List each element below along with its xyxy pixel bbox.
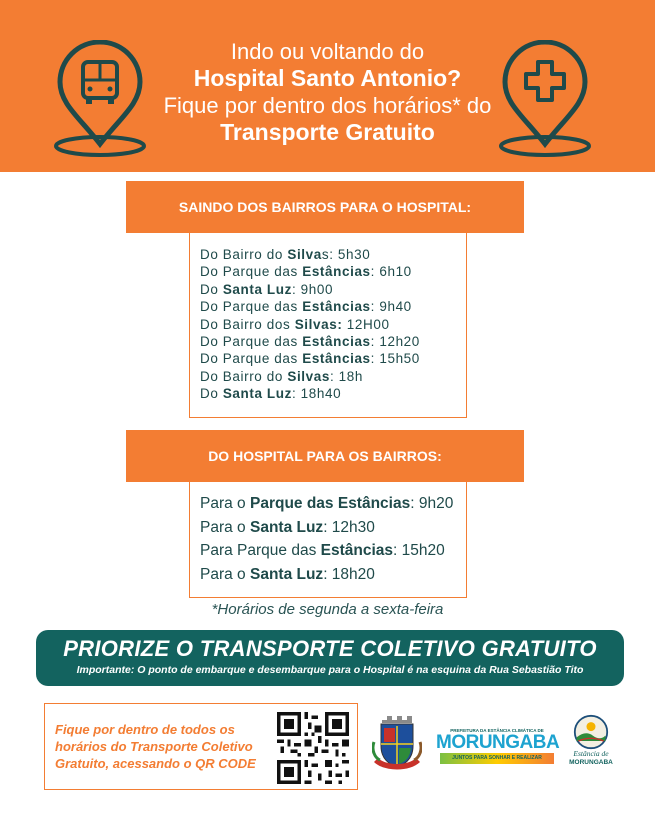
- inbound-title: DO HOSPITAL PARA OS BAIRROS:: [126, 430, 524, 482]
- priority-subtitle: Importante: O ponto de embarque e desembarque para o Hospital é na esquina da Rua Sebastião Tito: [76, 664, 584, 676]
- schedule-line-time: : 18h40: [291, 386, 342, 402]
- schedule-line-place: Estâncias: [302, 334, 371, 350]
- schedule-line: [200, 298, 420, 315]
- priority-banner: [36, 630, 624, 686]
- schedule-line-prefix: Do Parque das: [200, 299, 303, 315]
- schedule-line-time: s: 5h30: [321, 247, 371, 262]
- header-line-1: Indo ou voltando do: [230, 39, 425, 64]
- schedule-line: [200, 563, 453, 587]
- header-title: [140, 38, 515, 146]
- schedule-line-prefix: Do: [200, 386, 223, 402]
- estancia-line-2: MORUNGABA: [569, 759, 613, 766]
- schedule-line-time: 12H00: [342, 316, 390, 332]
- schedule-line-time: : 9h00: [291, 281, 334, 297]
- estancia-line-1: Estância de: [573, 749, 609, 758]
- schedule-line: [200, 539, 453, 563]
- schedule-line-place: Parque das Estâncias: [249, 495, 411, 512]
- schedule-line-prefix: Para Parque das: [200, 542, 321, 559]
- schedule-line: [200, 368, 420, 385]
- schedule-line-place: Silvas:: [294, 316, 343, 332]
- schedule-line-place: Santa Luz: [222, 281, 292, 297]
- schedule-line-prefix: Do Parque das: [200, 351, 303, 367]
- estancia-emblem-icon: [573, 714, 609, 750]
- schedule-line-time: : 12h20: [370, 334, 420, 350]
- schedule-line-place: Santa Luz: [222, 386, 292, 402]
- schedule-line: [200, 246, 420, 263]
- schedule-line-prefix: Do Bairro dos: [200, 316, 295, 332]
- municipal-crest-icon: [372, 714, 422, 776]
- schedule-line-time: : 15h50: [370, 351, 420, 367]
- estancia-logo: [566, 714, 616, 776]
- schedule-line-time: : 9h40: [370, 299, 412, 315]
- schedule-line-prefix: Para o: [200, 565, 250, 583]
- bus-icon: [50, 40, 150, 158]
- schedule-line-prefix: Do Bairro do: [200, 247, 288, 262]
- schedule-line-prefix: Do Parque das: [200, 264, 303, 280]
- prefeitura-slogan: JUNTOS PARA SONHAR E REALIZAR: [440, 753, 554, 764]
- schedule-line-prefix: Para o: [200, 495, 250, 512]
- schedule-line-time: : 12h30: [323, 518, 375, 536]
- schedule-line: [200, 263, 420, 280]
- priority-title: PRIORIZE O TRANSPORTE COLETIVO GRATUITO: [63, 636, 597, 661]
- schedule-line-place: Estâncias: [302, 299, 371, 315]
- schedule-line-place: Santa Luz: [249, 565, 324, 583]
- qr-box: [44, 703, 358, 790]
- schedule-line-prefix: Para o: [200, 518, 250, 536]
- schedule-line-prefix: Do Bairro do: [200, 368, 288, 384]
- schedule-line-place: Estâncias: [302, 351, 371, 367]
- schedule-line: [200, 516, 453, 540]
- schedule-line: [200, 350, 420, 367]
- prefeitura-small-text: PREFEITURA DA ESTÂNCIA CLIMÁTICA DE: [450, 728, 544, 733]
- schedule-line-time: : 9h20: [410, 495, 454, 512]
- header-line-2: Hospital Santo Antonio?: [193, 65, 462, 91]
- header-line-4: Transporte Gratuito: [220, 119, 435, 145]
- schedule-line: [200, 385, 420, 402]
- header-line-3: Fique por dentro dos horários* do: [163, 93, 492, 118]
- header-banner: [0, 0, 655, 172]
- qr-code-icon[interactable]: [277, 712, 349, 784]
- schedule-line: [200, 492, 453, 516]
- prefeitura-name: MORUNGABA: [436, 732, 560, 753]
- schedule-line-place: Silvas: [287, 368, 330, 384]
- schedule-line: [200, 281, 420, 298]
- schedule-line-time: : 6h10: [370, 264, 412, 280]
- schedule-line: [200, 333, 420, 350]
- schedule-line-place: Santa Luz: [249, 518, 324, 536]
- inbound-schedule-list: [200, 492, 453, 586]
- schedule-note: *Horários de segunda a sexta-feira: [211, 601, 444, 618]
- schedule-line-prefix: Do: [200, 281, 223, 297]
- schedule-line-time: : 15h20: [393, 542, 445, 559]
- outbound-schedule-box: [189, 230, 467, 418]
- schedule-line-time: : 18h: [329, 368, 364, 384]
- schedule-line: [200, 316, 420, 333]
- inbound-schedule-box: [189, 482, 467, 598]
- schedule-line-time: : 18h20: [323, 565, 375, 583]
- medical-cross-icon: [495, 40, 595, 158]
- schedule-line-place: Estâncias: [320, 542, 394, 559]
- schedule-line-place: Silva: [287, 247, 322, 262]
- qr-text: Fique por dentro de todos os horários do Transporte Coletivo Gratuito, acessando o QR CODE: [55, 722, 256, 771]
- outbound-title: SAINDO DOS BAIRROS PARA O HOSPITAL:: [126, 181, 524, 233]
- schedule-line-prefix: Do Parque das: [200, 334, 303, 350]
- prefeitura-logo: [436, 714, 558, 776]
- outbound-schedule-list: [200, 246, 420, 403]
- schedule-line-place: Estâncias: [302, 264, 371, 280]
